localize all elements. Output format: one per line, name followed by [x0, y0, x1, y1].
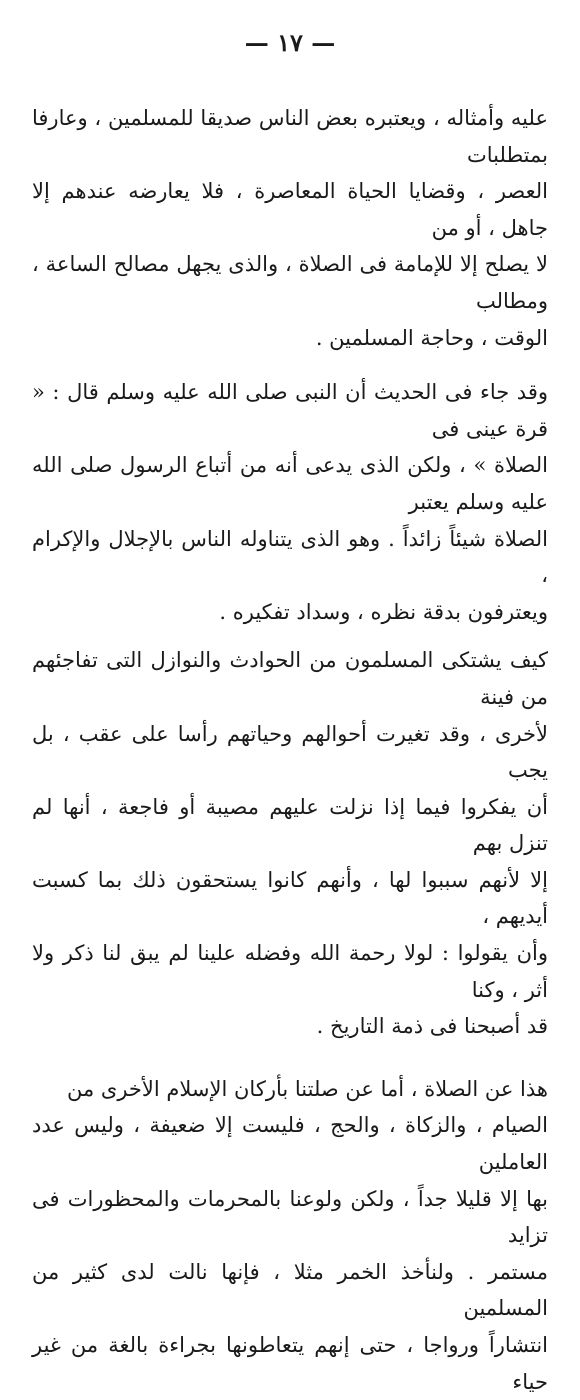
paragraph-3 — [32, 642, 548, 1045]
text-line: أن يفكروا فيما إذا نزلت عليهم مصيبة أو فاجعة ، أنها لم تنزل بهم — [32, 794, 548, 856]
paragraph-4 — [32, 1071, 548, 1400]
paragraph-2 — [32, 374, 548, 630]
text-line: إلا لأنهم سببوا لها ، وأنهم كانوا يستحقون ذلك بما كسبت أيديهم ، — [32, 867, 548, 929]
text-line: لا يصلح إلا للإمامة فى الصلاة ، والذى يجهل مصالح الساعة ، ومطالب — [32, 252, 548, 313]
text-line: بها إلا قليلا جداً ، ولكن ولوعنا بالمحرمات والمحظورات فى تزايد — [32, 1186, 548, 1248]
text-line: كيف يشتكى المسلمون من الحوادث والنوازل التى تفاجئهم من فينة — [32, 648, 548, 709]
text-line: عليه وأمثاله ، ويعتبره بعض الناس صديقا للمسلمين ، وعارفا بمتطلبات — [32, 106, 548, 167]
page-number: — ١٧ — — [244, 28, 336, 57]
text-line: انتشاراً ورواجا ، حتى إنهم يتعاطونها بجراءة بالغة من غير حياء — [32, 1333, 548, 1394]
text-line: وأن يقولوا : لولا رحمة الله وفضله علينا لم يبق لنا ذكر ولا أثر ، وكنا — [32, 941, 548, 1002]
text-line: العصر ، وقضايا الحياة المعاصرة ، فلا يعارضه عندهم إلا جاهل ، أو من — [32, 179, 548, 240]
text-line: لأخرى ، وقد تغيرت أحوالهم وحياتهم رأسا على عقب ، بل يجب — [32, 721, 548, 783]
text-line: الصلاة » ، ولكن الذى يدعى أنه من أتباع الرسول صلى الله عليه وسلم يعتبر — [32, 453, 548, 514]
text-line: الصلاة شيئاً زائداً . وهو الذى يتناوله الناس بالإجلال والإكرام ، — [32, 526, 548, 588]
text-line: وقد جاء فى الحديث أن النبى صلى الله عليه وسلم قال : « قرة عينى فى — [32, 380, 548, 441]
text-line: هذا عن الصلاة ، أما عن صلتنا بأركان الإسلام الأخرى من — [66, 1076, 548, 1101]
text-line: ويعترفون بدقة نظره ، وسداد تفكيره . — [219, 599, 548, 624]
text-line: قد أصبحنا فى ذمة التاريخ . — [316, 1014, 548, 1039]
text-line: الصيام ، والزكاة ، والحج ، فليست إلا ضعيفة ، وليس عدد العاملين — [32, 1113, 548, 1175]
text-line: الوقت ، وحاجة المسلمين . — [315, 325, 548, 350]
paragraph-1 — [32, 100, 548, 356]
text-line: مستمر . ولنأخذ الخمر مثلا ، فإنها نالت لدى كثير من المسلمين — [32, 1259, 548, 1321]
